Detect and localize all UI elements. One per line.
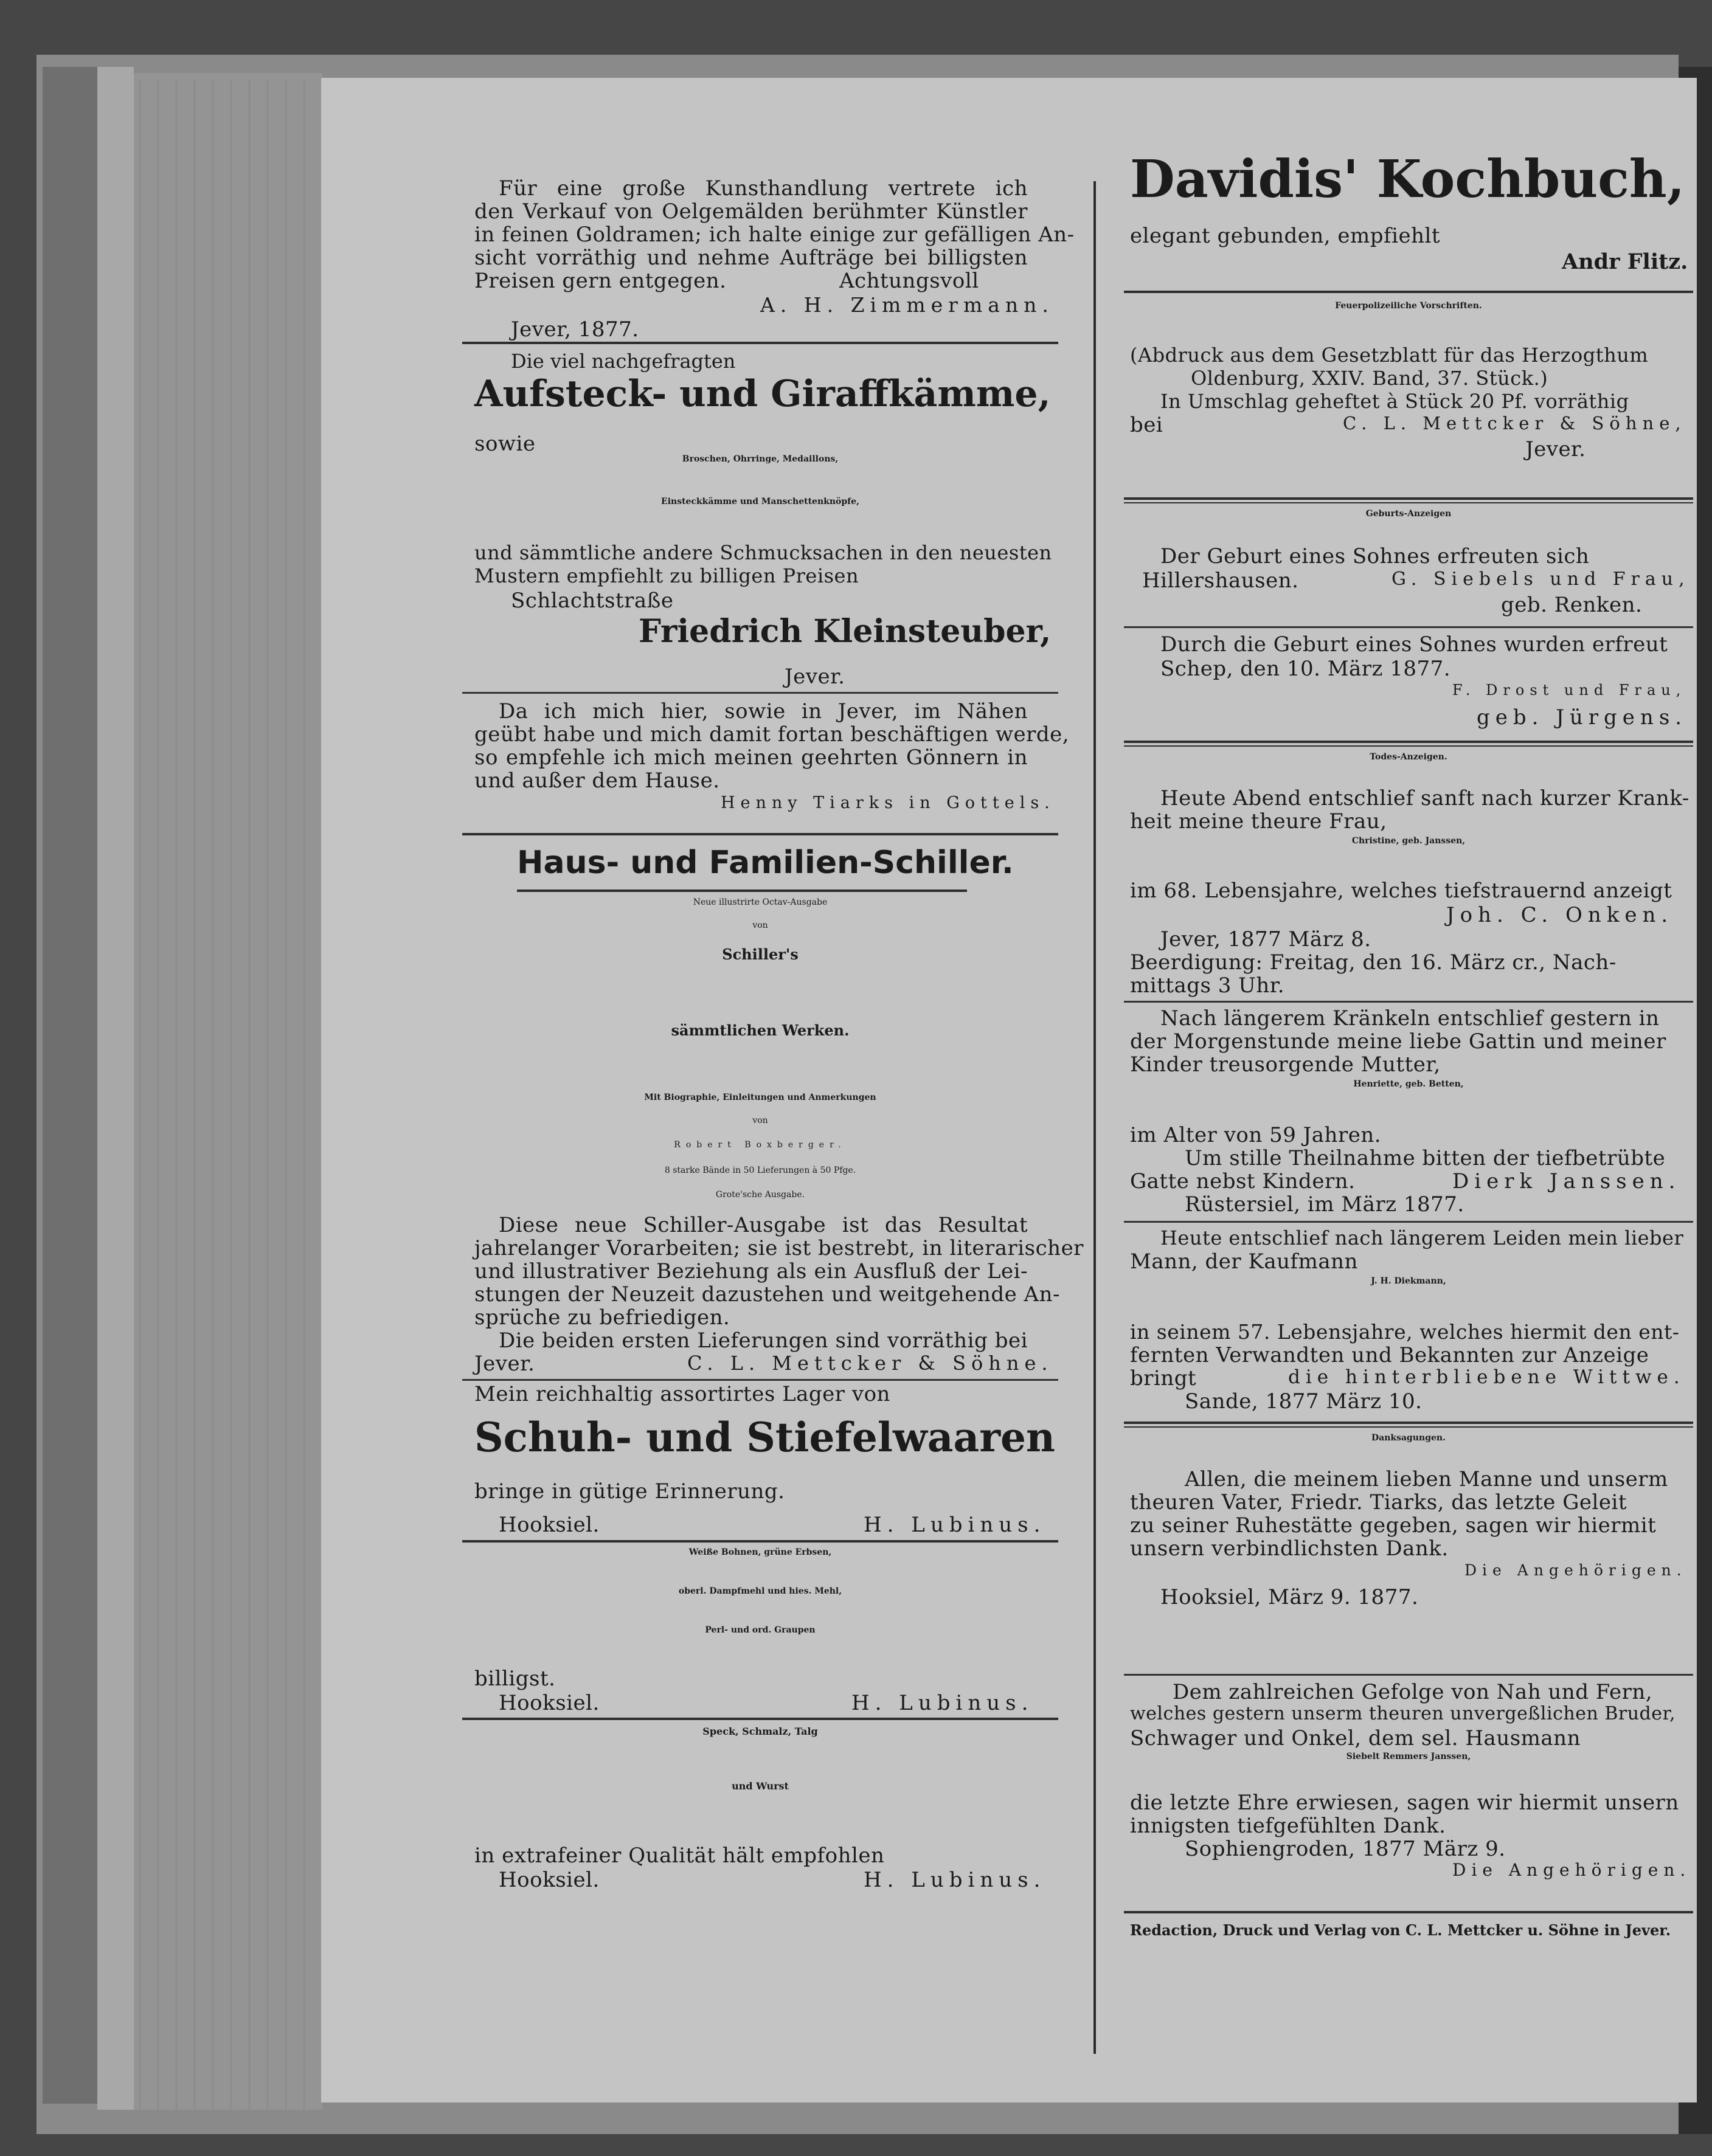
notice-line: fernten Verwandten und Bekannten zur Anzeige xyxy=(1130,1343,1649,1367)
headline: und Wurst xyxy=(732,1780,789,1792)
ad-body: elegant gebunden, empfiehlt xyxy=(1130,224,1441,248)
separator xyxy=(1124,291,1693,293)
notice-line: im Alter von 59 Jahren. xyxy=(1130,1123,1382,1147)
intro: Mein reichhaltig assortirtes Lager von xyxy=(474,1382,890,1406)
ad-line: Da ich mich hier, sowie in Jever, im Nähen xyxy=(499,699,1028,724)
signature: Andr Flitz. xyxy=(1562,249,1688,274)
ad-line: Für eine große Kunsthandlung vertrete ich xyxy=(499,176,1028,201)
place: Hooksiel. xyxy=(499,1691,600,1715)
place-date: Jever, 1877. xyxy=(511,317,639,342)
author: Robert Boxberger. xyxy=(674,1140,847,1150)
signature: die hinterbliebene Wittwe. xyxy=(1288,1366,1685,1388)
separator xyxy=(1124,626,1693,628)
headline: Davidis' Kochbuch, xyxy=(1130,149,1685,210)
separator xyxy=(462,342,1058,344)
separator xyxy=(1124,1911,1693,1913)
greeting: Achtungsvoll xyxy=(839,269,979,293)
ad-body: und sämmtliche andere Schmucksachen in den neuesten xyxy=(474,541,1052,564)
notice-line: Schwager und Onkel, dem sel. Hausmann xyxy=(1130,1726,1581,1750)
section-title: Geburts-Anzeigen xyxy=(1365,509,1452,519)
ad-body: billigst. xyxy=(474,1667,556,1691)
sub: Neue illustrirte Octav-Ausgabe xyxy=(693,897,828,907)
bei: bei xyxy=(1130,413,1163,437)
sowie: sowie xyxy=(474,432,536,456)
headline: Speck, Schmalz, Talg xyxy=(702,1726,818,1737)
signature: Die Angehörigen. xyxy=(1452,1860,1691,1880)
place: Jever. xyxy=(474,1352,535,1376)
signature: Joh. C. Onken. xyxy=(1446,903,1674,927)
notice-line: in seinem 57. Lebensjahre, welches hiermit den ent- xyxy=(1130,1320,1680,1344)
signature: H. Lubinus. xyxy=(851,1691,1034,1715)
notice-line: Dem zahlreichen Gefolge von Nah und Fern, xyxy=(1173,1680,1653,1704)
von: von xyxy=(752,921,768,930)
ad-line: Oldenburg, XXIV. Band, 37. Stück.) xyxy=(1191,367,1548,390)
headline: oberl. Dampfmehl und hies. Mehl, xyxy=(678,1586,842,1596)
notice-line: Nach längerem Kränkeln entschlief gestern in xyxy=(1160,1006,1660,1031)
signature: H. Lubinus. xyxy=(864,1513,1046,1537)
notice-line: der Morgenstunde meine liebe Gattin und meiner xyxy=(1130,1029,1666,1054)
big-title: sämmtlichen Werken. xyxy=(671,1021,850,1039)
ad-line: so empfehle ich mich meinen geehrten Gönnern in xyxy=(474,745,1028,770)
ad-line: jahrelanger Vorarbeiten; sie ist bestrebt, in literarischer xyxy=(474,1236,1084,1260)
notice-line: Heute Abend entschlief sanft nach kurzer Krank- xyxy=(1160,786,1689,810)
notice-line: theuren Vater, Friedr. Tiarks, das letzte Geleit xyxy=(1130,1490,1627,1515)
place: Hooksiel. xyxy=(499,1868,600,1892)
parts: 8 starke Bände in 50 Lieferungen à 50 Pfge. xyxy=(664,1166,856,1175)
ad-line: Die beiden ersten Lieferungen sind vorräthig bei xyxy=(499,1328,1028,1353)
notice-line: unsern verbindlichsten Dank. xyxy=(1130,1536,1449,1561)
headline: Feuerpolizeiliche Vorschriften. xyxy=(1335,301,1482,311)
signature: Die Angehörigen. xyxy=(1464,1561,1687,1579)
ad-body: in extrafeiner Qualität hält empfohlen xyxy=(474,1843,885,1868)
notice-line: welches gestern unserm theuren unvergeßlichen Bruder, xyxy=(1130,1703,1676,1724)
signature: A. H. Zimmermann. xyxy=(760,293,1054,317)
grote: Grote'sche Ausgabe. xyxy=(715,1190,805,1200)
double-separator xyxy=(1124,741,1693,747)
notice-line: mittags 3 Uhr. xyxy=(1130,973,1285,998)
signature: Dierk Janssen. xyxy=(1452,1169,1681,1194)
notice-line: zu seiner Ruhestätte gegeben, sagen wir hiermit xyxy=(1130,1513,1657,1538)
notice-line: bringt xyxy=(1130,1366,1197,1391)
separator xyxy=(462,1540,1058,1543)
notice-line: Allen, die meinem lieben Manne und unserm xyxy=(1185,1467,1668,1491)
headline: Aufsteck- und Giraffkämme, xyxy=(474,373,1051,415)
ad-body: bringe in gütige Erinnerung. xyxy=(474,1479,785,1504)
notice-line: Mann, der Kaufmann xyxy=(1130,1249,1358,1274)
signature: C. L. Mettcker & Söhne. xyxy=(687,1352,1053,1375)
title-underline xyxy=(517,890,967,892)
separator xyxy=(462,833,1058,835)
separator xyxy=(1124,1674,1693,1676)
separator xyxy=(462,692,1058,694)
deceased-name: Christine, geb. Janssen, xyxy=(1351,836,1466,846)
notice-line: Schep, den 10. März 1877. xyxy=(1160,657,1451,681)
signature: G. Siebels und Frau, xyxy=(1391,568,1690,590)
ad-line: (Abdruck aus dem Gesetzblatt für das Herzogthum xyxy=(1130,344,1649,367)
von: von xyxy=(752,1116,768,1125)
separator xyxy=(462,1379,1058,1381)
notice-line: die letzte Ehre erwiesen, sagen wir hiermit unsern xyxy=(1130,1791,1679,1815)
subheadline: Broschen, Ohrringe, Medaillons, xyxy=(682,454,839,464)
town: Jever. xyxy=(785,665,845,689)
deceased-name: Siebelt Remmers Janssen, xyxy=(1346,1752,1471,1761)
ad-line: In Umschlag geheftet à Stück 20 Pf. vorräthig xyxy=(1160,390,1629,413)
deceased-name: Henriette, geb. Betten, xyxy=(1353,1079,1464,1089)
notice-line: Heute entschlief nach längerem Leiden mein lieber xyxy=(1160,1226,1684,1249)
headline: Schuh- und Stiefelwaaren xyxy=(474,1414,1056,1461)
notice-line: Durch die Geburt eines Sohnes wurden erfreut xyxy=(1160,632,1668,657)
newspaper-page xyxy=(321,78,1697,2102)
separator xyxy=(462,1718,1058,1720)
street: Schlachtstraße xyxy=(511,589,674,613)
subheadline: Einsteckkämme und Manschettenknöpfe, xyxy=(661,497,859,506)
signature: C. L. Mettcker & Söhne, xyxy=(1343,413,1686,434)
section-title: Danksagungen. xyxy=(1371,1433,1446,1443)
double-separator xyxy=(1124,1422,1693,1428)
imprint-footer: Redaction, Druck und Verlag von C. L. Mettcker u. Söhne in Jever. xyxy=(1130,1921,1671,1939)
ad-line: sprüche zu befriedigen. xyxy=(474,1305,730,1330)
ad-line: sicht vorräthig und nehme Aufträge bei billigsten xyxy=(474,246,1028,270)
notice-line: Kinder treusorgende Mutter, xyxy=(1130,1052,1441,1077)
ad-line: Preisen gern entgegen. xyxy=(474,269,727,293)
mit: Mit Biographie, Einleitungen und Anmerkungen xyxy=(644,1093,876,1102)
ad-line: in feinen Goldramen; ich halte einige zur gefälligen An- xyxy=(474,223,1075,247)
ad-line: den Verkauf von Oelgemälden berühmter Künstler xyxy=(474,199,1028,224)
place: Hooksiel. xyxy=(499,1513,600,1537)
notice-line: Um stille Theilnahme bitten der tiefbetrübte xyxy=(1185,1146,1666,1170)
separator xyxy=(1124,1221,1693,1223)
place-date: Jever, 1877 März 8. xyxy=(1160,927,1371,952)
deceased-name: J. H. Diekmann, xyxy=(1371,1276,1446,1286)
place-date: Sande, 1877 März 10. xyxy=(1185,1389,1423,1414)
headline: Perl- und ord. Graupen xyxy=(705,1625,816,1635)
ad-body: Mustern empfiehlt zu billigen Preisen xyxy=(474,564,859,587)
town: Jever. xyxy=(1525,437,1586,461)
big-title: Schiller's xyxy=(722,945,799,963)
notice-line: Beerdigung: Freitag, den 16. März cr., Nach- xyxy=(1130,950,1617,975)
intro: Die viel nachgefragten xyxy=(511,350,736,373)
ad-line: geübt habe und mich damit fortan beschäftigen werde, xyxy=(474,722,1070,747)
notice-line: im 68. Lebensjahre, welches tiefstrauernd anzeigt xyxy=(1130,879,1672,903)
ad-line: und außer dem Hause. xyxy=(474,769,720,793)
separator xyxy=(1124,1001,1693,1003)
notice-line: heit meine theure Frau, xyxy=(1130,809,1387,834)
signature: H. Lubinus. xyxy=(864,1868,1046,1892)
double-separator xyxy=(1124,497,1693,503)
ad-line: und illustrativer Beziehung als ein Ausfluß der Lei- xyxy=(474,1259,1028,1284)
place-date: Rüstersiel, im März 1877. xyxy=(1185,1192,1464,1217)
column-divider xyxy=(1093,181,1096,2054)
notice-line: Der Geburt eines Sohnes erfreuten sich xyxy=(1160,544,1590,568)
notice-line: innigsten tiefgefühlten Dank. xyxy=(1130,1814,1446,1838)
place: Hillershausen. xyxy=(1142,568,1299,593)
notice-line: Gatte nebst Kindern. xyxy=(1130,1169,1356,1194)
signature: geb. Renken. xyxy=(1501,593,1643,617)
signature: geb. Jürgens. xyxy=(1477,705,1688,730)
merchant-name: Friedrich Kleinsteuber, xyxy=(639,613,1052,650)
marbled-edge xyxy=(43,67,97,2104)
ad-line: stungen der Neuzeit dazustehen und weitgehende An- xyxy=(474,1282,1060,1307)
headline: Haus- und Familien-Schiller. xyxy=(517,845,1014,881)
ad-line: Diese neue Schiller-Ausgabe ist das Resultat xyxy=(499,1213,1028,1237)
signature: Henny Tiarks in Gottels. xyxy=(721,793,1055,812)
place-date: Sophiengroden, 1877 März 9. xyxy=(1185,1837,1506,1861)
section-title: Todes-Anzeigen. xyxy=(1370,752,1447,762)
headline: Weiße Bohnen, grüne Erbsen, xyxy=(688,1547,832,1557)
signature: F. Drost und Frau, xyxy=(1452,682,1686,699)
place-date: Hooksiel, März 9. 1877. xyxy=(1160,1585,1419,1609)
